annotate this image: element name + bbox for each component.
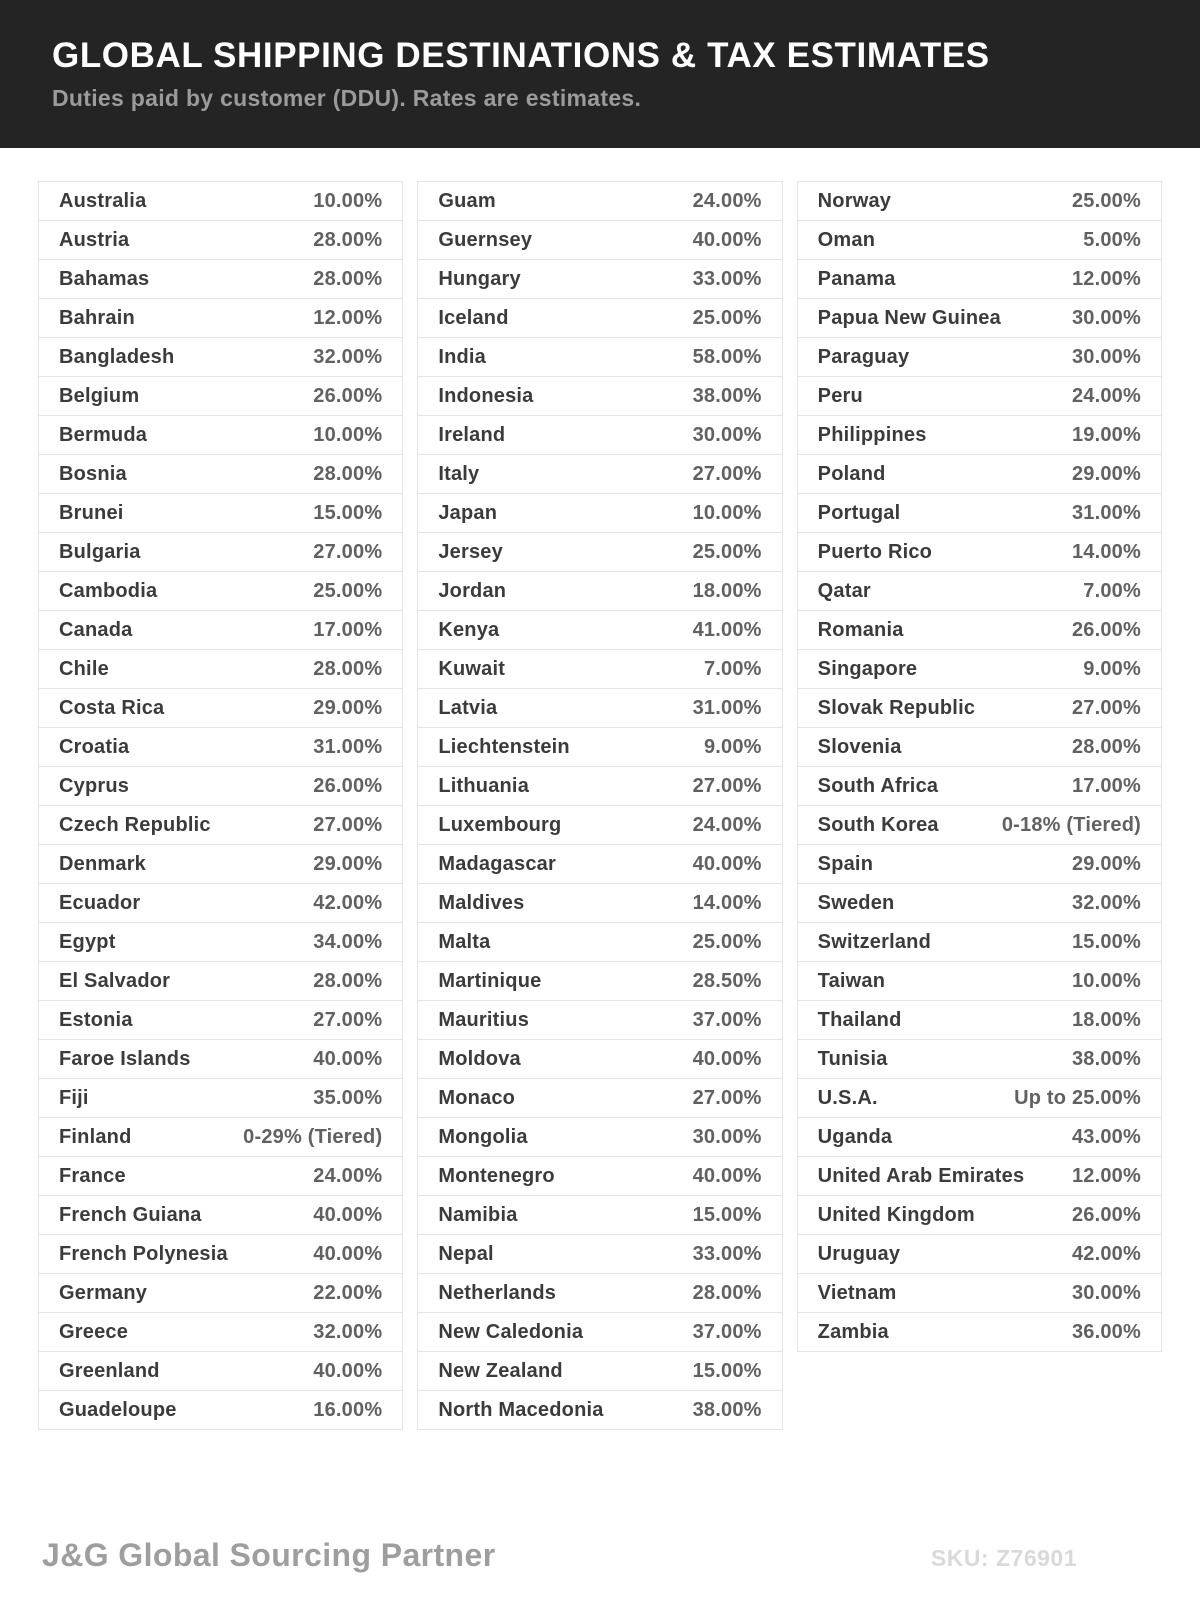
table-row [418, 260, 781, 299]
tax-rate: 38.00% [692, 1398, 762, 1421]
table-row [39, 1157, 402, 1196]
tax-rate: 37.00% [692, 1320, 762, 1343]
tax-rate: 25.00% [692, 540, 762, 563]
table-row [798, 689, 1161, 728]
table-row [798, 338, 1161, 377]
tax-rate: 26.00% [313, 774, 383, 797]
table-row [418, 806, 781, 845]
country-name: Malta [438, 930, 491, 953]
tax-rate: 28.00% [692, 1281, 762, 1304]
tax-rate: 33.00% [692, 1242, 762, 1265]
tax-rate: 28.00% [313, 228, 383, 251]
tax-rate: 14.00% [692, 891, 762, 914]
table-row [798, 1157, 1161, 1196]
country-name: Cyprus [59, 774, 130, 797]
table-row [418, 533, 781, 572]
tax-rate: 40.00% [313, 1359, 383, 1382]
table-row [39, 377, 402, 416]
tax-rate: 25.00% [1071, 189, 1141, 212]
sku-label: SKU: Z76901 [930, 1545, 1077, 1571]
table-row [418, 494, 781, 533]
table-row [418, 299, 781, 338]
table-row [39, 1196, 402, 1235]
table-row [798, 1196, 1161, 1235]
country-name: Romania [817, 618, 904, 641]
country-name: Netherlands [438, 1281, 557, 1304]
table-row [39, 1235, 402, 1274]
tax-rate: 27.00% [313, 813, 383, 836]
country-name: Singapore [817, 657, 918, 680]
country-name: Guadeloupe [59, 1398, 177, 1421]
tax-rate: 26.00% [1071, 1203, 1141, 1226]
tax-rate: Up to 25.00% [1014, 1086, 1141, 1109]
tax-rate: 25.00% [692, 306, 762, 329]
table-row [39, 338, 402, 377]
country-name: Austria [59, 228, 130, 251]
tax-rate: 25.00% [313, 579, 383, 602]
table-row [39, 1118, 402, 1157]
country-name: Finland [59, 1125, 132, 1148]
table-row [798, 923, 1161, 962]
rate-column-3 [797, 181, 1162, 1352]
country-name: Switzerland [817, 930, 931, 953]
country-name: Guam [438, 189, 496, 212]
country-name: Czech Republic [59, 813, 211, 836]
table-row [39, 221, 402, 260]
table-row [798, 182, 1161, 221]
country-name: Lithuania [438, 774, 530, 797]
tax-rate: 32.00% [313, 345, 383, 368]
country-name: Egypt [59, 930, 116, 953]
country-name: United Kingdom [817, 1203, 975, 1226]
country-name: Bermuda [59, 423, 148, 446]
tax-rate: 30.00% [692, 423, 762, 446]
table-row [418, 416, 781, 455]
table-row [39, 689, 402, 728]
country-name: Bulgaria [59, 540, 141, 563]
tax-rate: 30.00% [692, 1125, 762, 1148]
table-row [39, 1079, 402, 1118]
table-row [39, 260, 402, 299]
tax-rate: 10.00% [313, 423, 383, 446]
table-row [798, 1274, 1161, 1313]
country-name: Uruguay [817, 1242, 901, 1265]
table-row [418, 1157, 781, 1196]
table-row [418, 1391, 781, 1430]
table-row [798, 1001, 1161, 1040]
page-header [0, 0, 1200, 148]
country-name: Belgium [59, 384, 140, 407]
country-name: Maldives [438, 891, 525, 914]
table-row [418, 1352, 781, 1391]
country-name: France [59, 1164, 126, 1187]
tax-rate: 32.00% [1071, 891, 1141, 914]
tax-rate: 14.00% [1071, 540, 1141, 563]
tax-rate: 31.00% [313, 735, 383, 758]
tax-rate: 27.00% [1071, 696, 1141, 719]
tax-rate: 17.00% [313, 618, 383, 641]
table-row [418, 1313, 781, 1352]
country-name: Portugal [817, 501, 901, 524]
country-name: Panama [817, 267, 896, 290]
tax-rate: 31.00% [692, 696, 762, 719]
country-name: Ireland [438, 423, 506, 446]
country-name: South Africa [817, 774, 939, 797]
tax-rate: 12.00% [1071, 267, 1141, 290]
table-row [39, 182, 402, 221]
table-row [798, 494, 1161, 533]
country-name: Ecuador [59, 891, 141, 914]
country-name: Hungary [438, 267, 521, 290]
country-name: Montenegro [438, 1164, 555, 1187]
page-footer [42, 1537, 1077, 1574]
table-row [39, 884, 402, 923]
tax-rate: 12.00% [313, 306, 383, 329]
table-row [798, 1118, 1161, 1157]
table-row [39, 611, 402, 650]
tax-rate: 28.00% [313, 462, 383, 485]
table-row [39, 455, 402, 494]
country-name: Thailand [817, 1008, 902, 1031]
tax-rate: 9.00% [1083, 657, 1141, 680]
country-name: Estonia [59, 1008, 133, 1031]
tax-rate: 15.00% [692, 1203, 762, 1226]
table-row [39, 1001, 402, 1040]
country-name: Italy [438, 462, 480, 485]
table-row [798, 1079, 1161, 1118]
tax-rate: 29.00% [313, 696, 383, 719]
tax-rate: 26.00% [1071, 618, 1141, 641]
country-name: Tunisia [817, 1047, 888, 1070]
country-name: North Macedonia [438, 1398, 604, 1421]
country-name: Iceland [438, 306, 509, 329]
table-row [798, 884, 1161, 923]
tax-rate: 37.00% [692, 1008, 762, 1031]
table-row [418, 1274, 781, 1313]
table-row [418, 221, 781, 260]
table-row [798, 806, 1161, 845]
country-name: New Caledonia [438, 1320, 584, 1343]
country-name: U.S.A. [817, 1086, 878, 1109]
table-row [418, 1040, 781, 1079]
country-name: Paraguay [817, 345, 910, 368]
country-name: Kuwait [438, 657, 506, 680]
tax-rate: 41.00% [692, 618, 762, 641]
table-row [798, 962, 1161, 1001]
tax-rate: 7.00% [703, 657, 762, 680]
country-name: Croatia [59, 735, 130, 758]
tax-rate: 7.00% [1083, 579, 1141, 602]
country-name: Denmark [59, 852, 146, 875]
table-row [418, 1235, 781, 1274]
tax-rate: 25.00% [692, 930, 762, 953]
tax-rate: 32.00% [313, 1320, 383, 1343]
country-name: Spain [817, 852, 874, 875]
country-name: South Korea [817, 813, 939, 836]
country-name: Canada [59, 618, 133, 641]
country-name: Bosnia [59, 462, 127, 485]
country-name: Namibia [438, 1203, 518, 1226]
tax-rate: 27.00% [692, 462, 762, 485]
table-row [418, 689, 781, 728]
country-name: Vietnam [817, 1281, 897, 1304]
tax-rate: 40.00% [692, 228, 762, 251]
table-row [39, 806, 402, 845]
table-row [798, 611, 1161, 650]
table-row [798, 767, 1161, 806]
table-row [418, 767, 781, 806]
country-name: Cambodia [59, 579, 158, 602]
table-row [39, 572, 402, 611]
country-name: Mauritius [438, 1008, 530, 1031]
country-name: New Zealand [438, 1359, 563, 1382]
table-row [798, 1313, 1161, 1352]
tax-rate: 18.00% [1071, 1008, 1141, 1031]
country-name: Faroe Islands [59, 1047, 191, 1070]
table-row [39, 1040, 402, 1079]
tax-rate: 40.00% [313, 1047, 383, 1070]
table-row [418, 1118, 781, 1157]
tax-rate: 15.00% [692, 1359, 762, 1382]
tax-rate: 15.00% [313, 501, 383, 524]
rate-column-1 [38, 181, 403, 1430]
table-row [418, 455, 781, 494]
table-row [39, 923, 402, 962]
tax-rate: 36.00% [1071, 1320, 1141, 1343]
country-name: Liechtenstein [438, 735, 570, 758]
tax-rate: 42.00% [313, 891, 383, 914]
country-name: Nepal [438, 1242, 494, 1265]
tax-rate: 15.00% [1071, 930, 1141, 953]
table-row [798, 221, 1161, 260]
table-row [418, 572, 781, 611]
country-name: Bahrain [59, 306, 135, 329]
table-row [418, 728, 781, 767]
table-row [798, 650, 1161, 689]
country-name: Moldova [438, 1047, 521, 1070]
tax-rate: 5.00% [1083, 228, 1141, 251]
country-name: Luxembourg [438, 813, 562, 836]
tax-rate: 10.00% [692, 501, 762, 524]
tax-rate: 40.00% [692, 1164, 762, 1187]
table-row [418, 845, 781, 884]
tax-rate: 27.00% [692, 1086, 762, 1109]
tax-rate: 38.00% [1071, 1047, 1141, 1070]
tax-rate: 26.00% [313, 384, 383, 407]
country-name: Oman [817, 228, 876, 251]
tax-rate: 22.00% [313, 1281, 383, 1304]
tax-rate: 38.00% [692, 384, 762, 407]
country-name: Philippines [817, 423, 927, 446]
table-row [418, 1001, 781, 1040]
country-name: El Salvador [59, 969, 171, 992]
tax-rate: 28.50% [692, 969, 762, 992]
table-row [798, 260, 1161, 299]
shipping-rates-table [38, 181, 1162, 1430]
table-row [798, 572, 1161, 611]
table-row [798, 1235, 1161, 1274]
table-row [798, 1040, 1161, 1079]
tax-rate: 19.00% [1071, 423, 1141, 446]
tax-rate: 16.00% [313, 1398, 383, 1421]
tax-rate: 24.00% [313, 1164, 383, 1187]
tax-rate: 17.00% [1071, 774, 1141, 797]
country-name: Indonesia [438, 384, 534, 407]
table-row [798, 533, 1161, 572]
country-name: United Arab Emirates [817, 1164, 1025, 1187]
country-name: Costa Rica [59, 696, 165, 719]
table-row [798, 416, 1161, 455]
table-row [39, 416, 402, 455]
table-row [39, 494, 402, 533]
table-row [798, 299, 1161, 338]
country-name: Madagascar [438, 852, 556, 875]
table-row [39, 1391, 402, 1430]
table-row [418, 962, 781, 1001]
country-name: India [438, 345, 486, 368]
table-row [39, 767, 402, 806]
country-name: Papua New Guinea [817, 306, 1001, 329]
country-name: Greece [59, 1320, 129, 1343]
country-name: Sweden [817, 891, 895, 914]
table-row [418, 650, 781, 689]
country-name: Puerto Rico [817, 540, 933, 563]
country-name: Martinique [438, 969, 542, 992]
table-row [798, 728, 1161, 767]
country-name: Guernsey [438, 228, 533, 251]
table-row [418, 182, 781, 221]
tax-rate: 28.00% [1071, 735, 1141, 758]
tax-rate: 40.00% [692, 852, 762, 875]
country-name: Norway [817, 189, 892, 212]
table-row [39, 533, 402, 572]
country-name: Mongolia [438, 1125, 528, 1148]
tax-rate: 28.00% [313, 657, 383, 680]
page-subtitle: Duties paid by customer (DDU). Rates are estimates. [52, 85, 642, 111]
tax-rate: 31.00% [1071, 501, 1141, 524]
tax-rate: 10.00% [1071, 969, 1141, 992]
tax-rate: 28.00% [313, 267, 383, 290]
table-row [39, 1352, 402, 1391]
tax-rate: 18.00% [692, 579, 762, 602]
table-row [418, 338, 781, 377]
tax-rate: 24.00% [692, 189, 762, 212]
country-name: Jordan [438, 579, 507, 602]
tax-rate: 40.00% [313, 1203, 383, 1226]
tax-rate: 27.00% [313, 1008, 383, 1031]
tax-rate: 40.00% [692, 1047, 762, 1070]
page-title: GLOBAL SHIPPING DESTINATIONS & TAX ESTIMATES [52, 36, 990, 75]
table-row [798, 455, 1161, 494]
table-row [418, 1079, 781, 1118]
country-name: Greenland [59, 1359, 160, 1382]
country-name: Monaco [438, 1086, 516, 1109]
country-name: Poland [817, 462, 886, 485]
table-row [39, 299, 402, 338]
table-row [39, 728, 402, 767]
country-name: Germany [59, 1281, 148, 1304]
tax-rate: 12.00% [1071, 1164, 1141, 1187]
table-row [39, 1313, 402, 1352]
tax-rate: 40.00% [313, 1242, 383, 1265]
tax-rate: 27.00% [313, 540, 383, 563]
tax-rate: 29.00% [313, 852, 383, 875]
country-name: Latvia [438, 696, 498, 719]
tax-rate: 30.00% [1071, 1281, 1141, 1304]
table-row [39, 962, 402, 1001]
tax-rate: 30.00% [1071, 345, 1141, 368]
tax-rate: 9.00% [703, 735, 762, 758]
country-name: Slovak Republic [817, 696, 976, 719]
table-row [418, 923, 781, 962]
table-row [39, 845, 402, 884]
table-row [39, 650, 402, 689]
tax-rate: 10.00% [313, 189, 383, 212]
tax-rate: 35.00% [313, 1086, 383, 1109]
table-row [418, 1196, 781, 1235]
country-name: Bangladesh [59, 345, 175, 368]
tax-rate: 29.00% [1071, 462, 1141, 485]
table-row [418, 377, 781, 416]
tax-rate: 43.00% [1071, 1125, 1141, 1148]
tax-rate: 0-29% (Tiered) [243, 1125, 383, 1148]
brand-name: J&G Global Sourcing Partner [42, 1537, 496, 1573]
country-name: French Polynesia [59, 1242, 228, 1265]
table-row [798, 845, 1161, 884]
tax-rate: 24.00% [692, 813, 762, 836]
tax-rate: 27.00% [692, 774, 762, 797]
country-name: Bahamas [59, 267, 150, 290]
tax-rate: 0-18% (Tiered) [1001, 813, 1141, 836]
rate-column-2 [417, 181, 782, 1430]
country-name: Slovenia [817, 735, 902, 758]
tax-rate: 58.00% [692, 345, 762, 368]
country-name: Qatar [817, 579, 871, 602]
country-name: Chile [59, 657, 109, 680]
tax-rate: 34.00% [313, 930, 383, 953]
tax-rate: 30.00% [1071, 306, 1141, 329]
table-row [418, 611, 781, 650]
country-name: Australia [59, 189, 147, 212]
country-name: Jersey [438, 540, 503, 563]
table-row [418, 884, 781, 923]
tax-rate: 29.00% [1071, 852, 1141, 875]
country-name: Brunei [59, 501, 124, 524]
table-row [39, 1274, 402, 1313]
tax-rate: 24.00% [1071, 384, 1141, 407]
country-name: Uganda [817, 1125, 893, 1148]
country-name: Taiwan [817, 969, 886, 992]
country-name: Peru [817, 384, 863, 407]
tax-rate: 33.00% [692, 267, 762, 290]
country-name: French Guiana [59, 1203, 202, 1226]
country-name: Fiji [59, 1086, 89, 1109]
table-row [798, 377, 1161, 416]
country-name: Japan [438, 501, 498, 524]
tax-rate: 42.00% [1071, 1242, 1141, 1265]
tax-rate: 28.00% [313, 969, 383, 992]
country-name: Zambia [817, 1320, 889, 1343]
country-name: Kenya [438, 618, 500, 641]
